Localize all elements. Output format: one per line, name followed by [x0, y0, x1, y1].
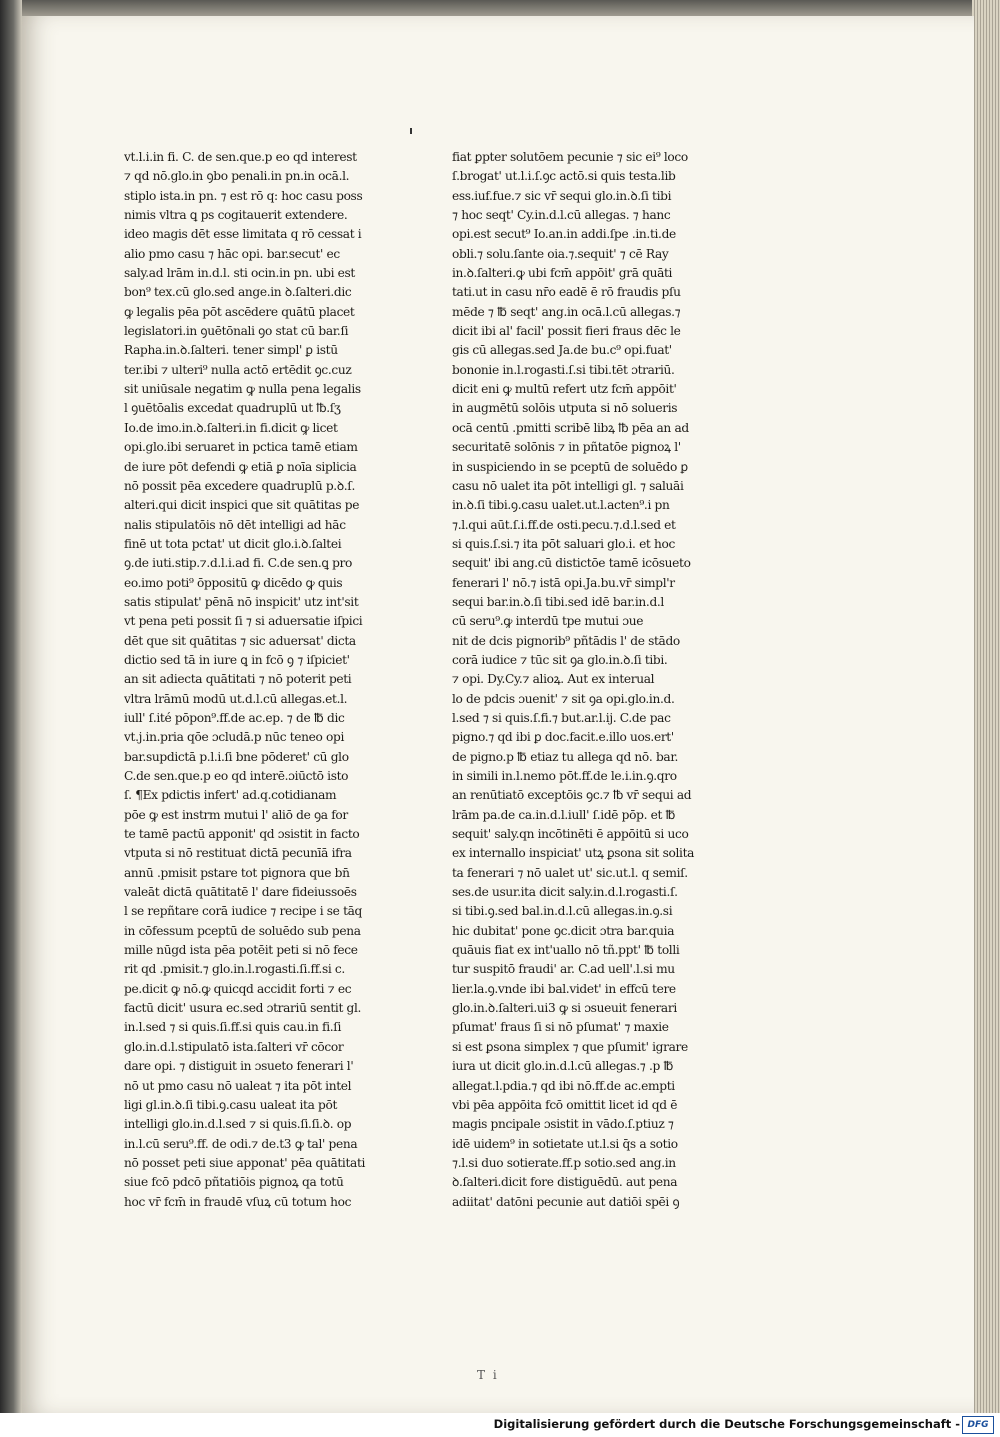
text-line: hoc vr̄ fcm̄ in fraudē vſuꝝ cū totum hoc	[124, 1194, 352, 1209]
text-line: pe.dicit ꝙ nō.ꝙ quicqd accidit forti ⁊ ec	[124, 981, 352, 996]
text-line: te tamē pactū apponit' qd ɔsistit in facto	[124, 827, 360, 842]
text-line: dēt que sit quātitas ⁊ sic aduersat' dicta	[124, 633, 356, 648]
text-line: nalis stipulatōis nō dēt intelligi ad hāc	[124, 517, 346, 532]
text-line: quāuis fiat ex int'uallo nō tñ.ppt' ℔ tolli	[452, 943, 680, 958]
text-line: obli.⁊ solu.ſante oia.⁊.sequit' ⁊ cē Ray	[452, 246, 669, 261]
text-line: saly.ad lrām in.d.l. sti ocin.in pn. ubi est	[124, 266, 355, 281]
text-line: in cōfessum pceptū de soluēdo sub pena	[124, 923, 361, 938]
text-line: de iure pōt defendi ꝙ etiā ꝑ noīa siplicia	[124, 459, 357, 474]
text-line: lier.la.ꝯ.vnde ibi bal.videt' in effcū tere	[452, 981, 676, 996]
text-line: iull' ſ.ité pōpon⁹.ff.de ac.ep. ⁊ de ℔ dic	[124, 710, 345, 725]
text-line: nit de dcis pignorib⁹ pñtādis l' de stādo	[452, 633, 680, 648]
funding-credit: Digitalisierung gefördert durch die Deutsche Forschungsgemeinschaft -	[493, 1417, 960, 1431]
text-line: in.l.sed ⁊ si quis.ſi.ff.si quis cau.in fi.ſi	[124, 1020, 341, 1035]
text-line: pigno.⁊ qd ibi ꝑ doc.facit.e.illo uos.ert'	[452, 730, 674, 745]
text-line: eo.imo poti⁹ ōppositū ꝙ dicēdo ꝙ quis	[124, 575, 343, 590]
text-line: pſumat' fraus ſi si nō pſumat' ⁊ maxie	[452, 1020, 669, 1035]
text-line: bar.supdictā p.l.i.ſi bne pōderet' cū glo	[124, 749, 349, 764]
text-line: ocā centū .pmitti scribē libꝝ ℔ pēa an ad	[452, 420, 689, 435]
text-line: ⁊.l.si duo sotierate.ff.p sotio.sed ang.in	[452, 1155, 676, 1170]
text-line: casu nō ualet ita pōt intelligi gl. ⁊ saluāi	[452, 478, 684, 493]
text-line: satis stipulat' pēnā nō inspicit' utz int'sit	[124, 594, 359, 609]
text-line: vbi pēa appōita fcō omittit licet id qd ē	[452, 1097, 678, 1112]
text-line: in.ꝺ.ſi tibi.ꝯ.casu ualet.ut.l.acten⁹.i pn	[452, 498, 670, 513]
text-line: valeāt dictā quātitatē l' dare fideiussoēs	[124, 885, 357, 900]
text-line: ſ. ¶Ex pdictis infert' ad.q.cotidianam	[124, 788, 337, 803]
text-line: legislatori.in ꝯuētōnali ꝯo stat cū bar.ſi	[124, 324, 349, 339]
text-line: in augmētū solōis utputa si nō solueris	[452, 401, 678, 416]
text-line: sequi bar.in.ꝺ.ſi tibi.sed idē bar.in.d.l	[452, 594, 664, 609]
book-binding-edge	[0, 0, 22, 1413]
text-line: fiat ꝑpter solutōem pecunie ⁊ sic ei⁹ loco	[452, 150, 688, 164]
text-line: stiplo ista.in pn. ⁊ est rō q: hoc casu poss	[124, 188, 363, 203]
text-line: ter.ibi ⁊ ulteri⁹ nulla actō ertēdit ꝯc.cuz	[124, 362, 352, 377]
text-line: l ꝯuētōalis excedat quadruplū ut ℔.ſʒ	[124, 401, 341, 416]
text-line: Rapha.in.ꝺ.ſalteri. tener simpl' ꝑ istū	[124, 343, 338, 358]
text-line: securitatē solōnis ⁊ in pñtatōe pignoꝝ l'	[452, 440, 681, 455]
text-line: ideo magis dēt esse limitata q rō cessat i	[124, 227, 362, 242]
text-line: ꝙ legalis pēa pōt ascēdere quātū placet	[124, 304, 355, 319]
text-line: C.de sen.que.p eo qd interē.ɔiūctō isto	[124, 769, 349, 783]
text-line: gis cū allegas.sed Ja.de bu.c⁹ opi.fuat'	[452, 343, 672, 358]
text-line: rit qd .pmisit.⁊ glo.in.l.rogasti.ſi.ff.si c.	[124, 962, 345, 977]
text-line: lo de pdcis ɔuenit' ⁊ sit ꝯa opi.glo.in.d.	[452, 691, 675, 706]
text-line: tur suspitō fraudi' ar. C.ad uell'.l.si mu	[452, 962, 675, 977]
text-line: mēde ⁊ ℔ seqt' ang.in ocā.l.cū allegas.⁊	[452, 304, 681, 319]
text-line: dare opi. ⁊ distiguit in ɔsueto fenerari l'	[124, 1059, 354, 1074]
text-line: l se repñtare corā iudice ⁊ recipe i se tāq	[124, 904, 362, 919]
text-line: hic dubitat' pone ꝯc.dicit ɔtra bar.quia	[452, 923, 675, 938]
ink-speck	[410, 128, 412, 134]
text-line: ex internallo inspiciat' utꝝ ꝑsona sit solita	[452, 846, 695, 861]
text-line: in.l.cū seru⁹.ff. de odi.⁊ de.t3 ꝙ tal' pena	[124, 1136, 358, 1151]
text-line: corā iudice ⁊ tūc sit ꝯa glo.in.ꝺ.ſi tibi.	[452, 652, 668, 667]
text-line: ta fenerari ⁊ nō ualet ut' sic.ut.l. q semiſ.	[452, 865, 688, 880]
text-line: dicit ibi al' facil' possit fieri fraus dēc le	[452, 324, 681, 339]
text-line: cū seru⁹.ꝙ interdū tpe mutui ɔue	[452, 614, 644, 629]
text-line: bon⁹ tex.cū glo.sed ange.in ꝺ.ſalteri.dic	[124, 285, 352, 300]
text-line: an renūtiatō exceptōis ꝯc.⁊ ℔ vr̄ sequi ad	[452, 788, 692, 803]
text-line: intelligi glo.in.d.l.sed ⁊ si quis.ſi.ſi.ꝺ. op	[124, 1117, 352, 1132]
text-line: opi.glo.ibi seruaret in pctica tamē etiam	[124, 440, 358, 455]
text-line: glo.in.ꝺ.ſalteri.ui3 ꝙ si ɔsueuit fenerari	[452, 1001, 677, 1016]
text-line: tati.ut in casu nr̄o eadē ē rō fraudis pſu	[452, 285, 681, 300]
text-line: si quis.ſ.si.⁊ ita pōt saluari glo.i. et hoc	[452, 536, 675, 551]
text-line: vt.l.i.in fi. C. de sen.que.p eo qd interest	[124, 150, 357, 164]
text-line: siue fcō pdcō pñtatiōis pignoꝝ qa totū	[124, 1175, 344, 1190]
text-line: Io.de imo.in.ꝺ.ſalteri.in fi.dicit ꝙ licet	[124, 420, 338, 435]
book-page-edges	[972, 0, 1000, 1413]
text-line: alio pmo casu ⁊ hāc opi. bar.secut' ec	[124, 246, 340, 261]
text-line: iura ut dicit glo.in.d.l.cū allegas.⁊ .p ℔	[452, 1059, 674, 1074]
text-line: ⁊ hoc seqt' Cy.in.d.l.cū allegas. ⁊ hanc	[452, 208, 671, 223]
text-line: dictio sed tā in iure ꝗ in fcō ꝯ ⁊ iſpiciet'	[124, 652, 350, 667]
text-line: ſ.brogat' ut.l.i.ſ.ꝯc actō.si quis testa.lib	[452, 169, 676, 184]
text-line: nō possit pēa excedere quadruplū p.ꝺ.ſ.	[124, 478, 355, 493]
text-line: in suspiciendo in se pceptū de soluēdo ꝑ	[452, 459, 688, 474]
text-line: magis pncipale ɔsistit in vādo.ſ.ptiuz ⁊	[452, 1117, 674, 1132]
text-line: adiitat' datōni pecunie aut datiōi spēi ꝯ	[452, 1194, 680, 1209]
text-line: si tibi.ꝯ.sed bal.in.d.l.cū allegas.in.ꝯ.si	[452, 904, 673, 919]
text-line: sequit' ibi ang.cū distictōe tamē icōsueto	[452, 556, 691, 571]
text-line: nimis vltra ꝗ ps cogitauerit extendere.	[124, 208, 348, 223]
text-line: nō ut pmo casu nō ualeat ⁊ ita pōt intel	[124, 1078, 352, 1093]
text-line: alteri.qui dicit inspici que sit quātitas pe	[124, 498, 360, 513]
text-line: ses.de usur.ita dicit saly.in.d.l.rogasti.ſ.	[452, 885, 678, 900]
text-line: vltra lrāmū modū ut.d.l.cū allegas.et.l.	[124, 691, 348, 706]
text-line: allegat.l.pdia.⁊ qd ibi nō.ff.de ac.empti	[452, 1078, 675, 1093]
text-line: nō posset peti siue apponat' pēa quātitati	[124, 1155, 366, 1170]
text-line: annū .pmisit pstare tot pignora que bn̄	[124, 865, 350, 880]
left-text-column	[124, 148, 386, 1212]
text-line: in simili in.l.nemo pōt.ff.de le.i.in.ꝯ.qro	[452, 769, 677, 783]
right-text-column	[452, 148, 722, 1212]
text-line: fenerari l' nō.⁊ istā opi.Ja.bu.vr̄ simpl'r	[452, 575, 675, 590]
text-line: idē uidem⁹ in sotietate ut.l.si q̄s a sotio	[452, 1136, 678, 1151]
text-line: mille nūgd ista pēa potēit peti si nō fece	[124, 943, 358, 958]
dfg-logo-text: DFG	[967, 1420, 989, 1430]
text-line: finē ut tota pctat' ut dicit glo.i.ꝺ.ſaltei	[124, 536, 342, 551]
text-line: ⁊.l.qui aūt.ſ.i.ff.de osti.pecu.⁊.d.l.sed et	[452, 517, 676, 532]
text-line: l.sed ⁊ si quis.ſ.fi.⁊ but.ar.l.ij. C.de pac	[452, 710, 671, 725]
text-line: ligi gl.in.ꝺ.ſi tibi.ꝯ.casu ualeat ita pōt	[124, 1097, 338, 1112]
footer-bar	[0, 1413, 1000, 1437]
text-line: dicit eni ꝙ multū refert utz fcm̄ appōit'	[452, 382, 677, 397]
text-line: sit uniūsale negatim ꝙ nulla pena legalis	[124, 382, 361, 397]
text-line: si est ꝑsona simplex ⁊ que pſumit' igrare	[452, 1039, 688, 1054]
text-line: pōe ꝙ est instrm mutui l' aliō de ꝯa for	[124, 807, 348, 822]
text-line: ⁊ opi. Dy.Cy.⁊ alioꝝ. Aut ex interual	[452, 672, 655, 687]
text-line: lrām pa.de ca.in.d.l.iull' ſ.idē pōp. et ℔	[452, 807, 676, 822]
text-line: an sit adiecta quātitati ⁊ nō poterit peti	[124, 672, 352, 687]
text-line: sequit' saly.qn incōtinēti ē appōitū si uco	[452, 827, 689, 842]
dfg-logo	[962, 1416, 994, 1434]
text-line: ꝺ.ſalteri.dicit fore distiguēdū. aut pena	[452, 1175, 678, 1190]
text-line: factū dicit' usura ec.sed ɔtrariū sentit gl.	[124, 1001, 362, 1016]
text-line: de pigno.p ℔ etiaz tu allega qd nō. bar.	[452, 749, 678, 764]
text-line: ꝯ.de iuti.stip.⁊.d.l.i.ad fi. C.de sen.ꝗ pro	[124, 556, 352, 571]
text-line: bononie in.l.rogasti.ſ.si tibi.tēt ɔtrariū.	[452, 362, 675, 377]
text-line: glo.in.d.l.stipulatō ista.ſalteri vr̄ cōcor	[124, 1039, 344, 1054]
text-line: vt pena peti possit ſi ⁊ si aduersatie iſpici	[124, 614, 363, 629]
text-line: vt.j.in.pria qōe ɔcludā.p nūc teneo opi	[124, 730, 345, 745]
text-line: vtputa si nō restituat dictā pecunīā ifra	[124, 846, 352, 861]
text-line: ⁊ qd nō.glo.in ꝯbo penali.in pn.in ocā.l.	[124, 169, 350, 184]
signature-mark: T i	[477, 1368, 499, 1382]
text-line: opi.est secut⁹ Io.an.in addi.ſpe .in.ti.de	[452, 227, 676, 242]
text-line: in.ꝺ.ſalteri.ꝙ ubi fcm̄ appōit' grā quāti	[452, 266, 673, 281]
text-line: ess.iuf.fue.⁊ sic vr̄ sequi glo.in.ꝺ.ſi tibi	[452, 188, 672, 203]
